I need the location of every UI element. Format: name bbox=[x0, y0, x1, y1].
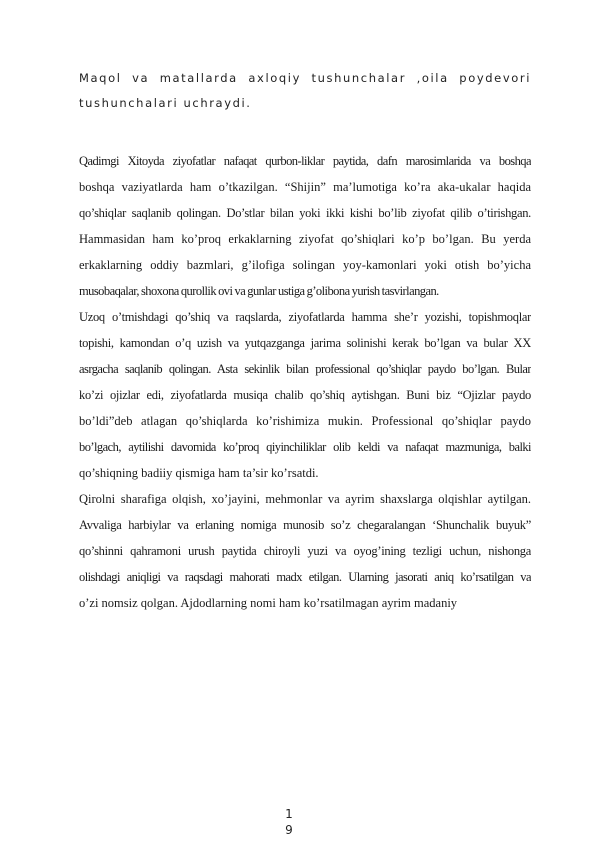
paragraph-line: Qirolni sharafiga olqish, xo’jayini, mehmonlar va ayrim shaxslarga olqishlar aytilgan. bbox=[79, 492, 531, 506]
paragraph-line: bo’lgach, aytilishi davomida ko’proq qiyinchiliklar olib keldi va nafaqat mazmuniga, balki bbox=[79, 440, 531, 454]
paragraph-line: olishdagi aniqligi va raqsdagi mahorati madx etilgan. Ularning jasorati aniq ko’rsatilgan va bbox=[79, 570, 531, 584]
paragraph-line: topishi, kamondan o’q uzish va yutqazganga jarima solinishi kerak bo’lgan va bular XX bbox=[79, 336, 531, 350]
paragraph-line: musobaqalar, shoxona qurollik ovi va gunlar ustiga g’olibona yurish tasvirlangan. bbox=[79, 284, 439, 298]
paragraph-3 bbox=[79, 486, 531, 616]
paragraph-2 bbox=[79, 304, 531, 486]
section-heading bbox=[79, 66, 531, 116]
paragraph-line: qo’shinni qahramoni urush paytida chiroyli yuzi va oyog’ining tezligi uchun, nishonga bbox=[79, 544, 531, 558]
paragraph-line: o’zi nomsiz qolgan. Ajdodlarning nomi ham ko’rsatilmagan ayrim madaniy bbox=[79, 596, 458, 610]
page-number-digit-2: 9 bbox=[285, 823, 293, 837]
section-heading-line-1: Maqol va matallarda axloqiy tushunchalar ,oila poydevori bbox=[79, 71, 531, 85]
page-number bbox=[282, 806, 296, 838]
paragraph-line: Uzoq o’tmishdagi qo’shiq va raqslarda, ziyofatlarda hamma she’r yozishi, topishmoqlar bbox=[79, 310, 531, 324]
paragraph-1 bbox=[79, 148, 531, 304]
page-number-digit-1: 1 bbox=[285, 807, 293, 821]
paragraph-line: boshqa vaziyatlarda ham o’tkazilgan. “Shijin” ma’lumotiga ko’ra aka-ukalar haqida bbox=[79, 180, 531, 194]
section-heading-line-2: tushunchalari uchraydi. bbox=[79, 96, 252, 110]
body-text bbox=[79, 148, 531, 616]
paragraph-line: qo’shiqlar saqlanib qolingan. Do’stlar bilan yoki ikki kishi bo’lib ziyofat qilib o’tirishgan. bbox=[79, 206, 531, 220]
paragraph-line: ko’zi ojizlar edi, ziyofatlarda musiqa chalib qo’shiq aytishgan. Buni biz “Ojizlar paydo bbox=[79, 388, 531, 402]
paragraph-line: asrgacha saqlanib qolingan. Asta sekinlik bilan professional qo’shiqlar paydo bo’lgan. Bular bbox=[79, 362, 531, 376]
paragraph-line: Avvaliga harbiylar va erlaning nomiga munosib so’z chegaralangan ‘Shunchalik buyuk” bbox=[79, 518, 531, 532]
paragraph-line: Qadimgi Xitoyda ziyofatlar nafaqat qurbon-liklar paytida, dafn marosimlarida va boshqa bbox=[79, 154, 531, 168]
paragraph-line: erkaklarning oddiy bazmlari, g’ilofiga solingan yoy-kamonlari yoki otish bo’yicha bbox=[79, 258, 531, 272]
paragraph-line: qo’shiqning badiiy qismiga ham ta’sir ko’rsatdi. bbox=[79, 466, 319, 480]
paragraph-line: bo’ldi”deb atlagan qo’shiqlarda ko’rishimiza mukin. Professional qo’shiqlar paydo bbox=[79, 414, 531, 428]
paragraph-line: Hammasidan ham ko’proq erkaklarning ziyofat qo’shiqlari ko’p bo’lgan. Bu yerda bbox=[79, 232, 531, 246]
